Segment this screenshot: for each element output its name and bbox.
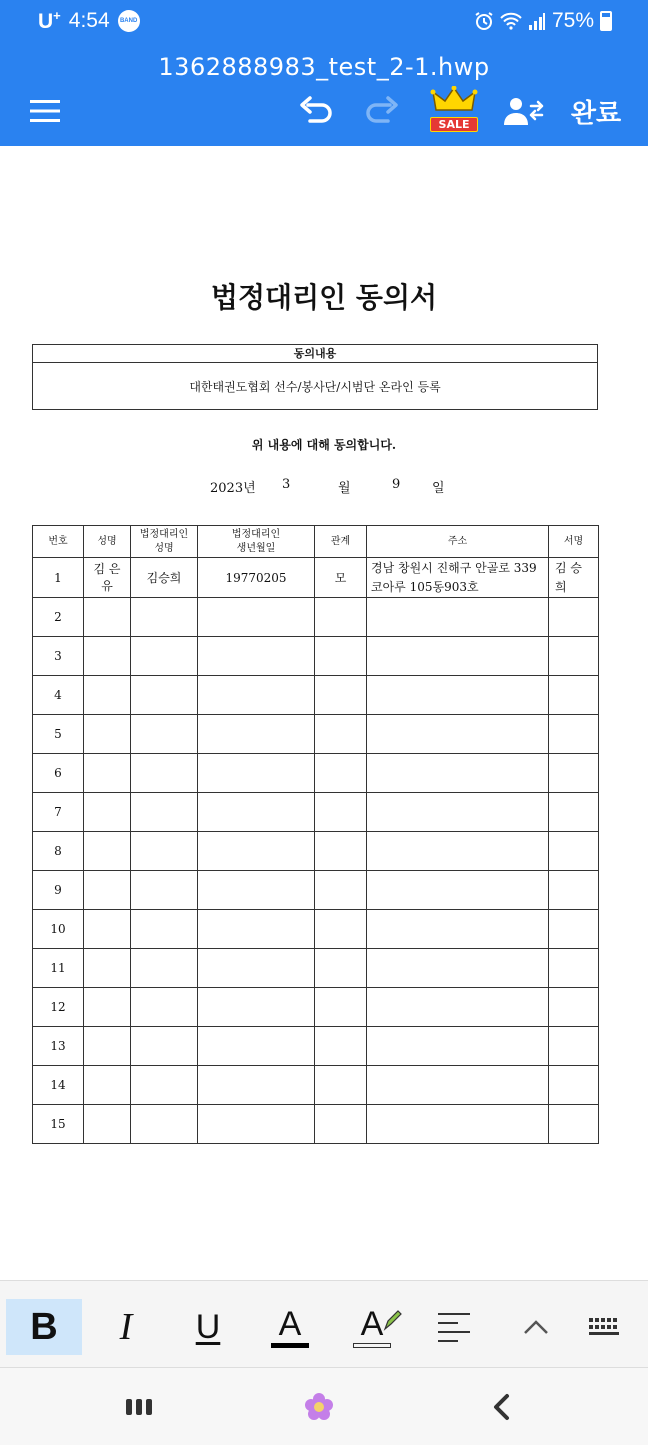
- cell-name[interactable]: [84, 793, 131, 832]
- home-button[interactable]: [294, 1382, 344, 1432]
- cell-name[interactable]: [84, 715, 131, 754]
- cell-guardian-birth[interactable]: [198, 949, 315, 988]
- cell-address[interactable]: [367, 754, 549, 793]
- cell-name[interactable]: [84, 1105, 131, 1144]
- status-bar: [0, 0, 648, 42]
- cell-guardian-name[interactable]: [131, 910, 198, 949]
- cell-guardian-name[interactable]: [131, 871, 198, 910]
- cell-guardian-birth[interactable]: [198, 598, 315, 637]
- date-line: [210, 477, 445, 496]
- cell-number[interactable]: 14: [33, 1066, 84, 1105]
- table-row: [33, 598, 599, 637]
- cell-signature[interactable]: [549, 1066, 599, 1105]
- cell-guardian-name[interactable]: [131, 1066, 198, 1105]
- table-row: [33, 715, 599, 754]
- table-header-row: [33, 526, 599, 558]
- cell-guardian-name[interactable]: [131, 949, 198, 988]
- cell-guardian-birth[interactable]: [198, 871, 315, 910]
- redo-button[interactable]: [360, 86, 404, 136]
- back-button[interactable]: [476, 1382, 526, 1432]
- format-toolbar: [0, 1280, 648, 1368]
- table-row: [33, 988, 599, 1027]
- cell-name[interactable]: [84, 676, 131, 715]
- table-row: [33, 1105, 599, 1144]
- align-left-icon: [437, 1311, 471, 1343]
- cell-name[interactable]: [84, 832, 131, 871]
- collapse-toolbar-button[interactable]: [498, 1299, 574, 1355]
- table-body: [33, 558, 599, 1144]
- cell-address[interactable]: [367, 949, 549, 988]
- cell-relation[interactable]: [315, 793, 367, 832]
- wifi-icon: [500, 11, 522, 31]
- cell-guardian-birth[interactable]: [198, 793, 315, 832]
- app-bar: [0, 42, 648, 146]
- recent-apps-icon: [125, 1397, 153, 1417]
- cell-signature[interactable]: [549, 949, 599, 988]
- cell-guardian-birth[interactable]: [198, 1027, 315, 1066]
- keyboard-button[interactable]: [566, 1299, 642, 1355]
- cell-guardian-birth[interactable]: [198, 988, 315, 1027]
- cell-signature[interactable]: [549, 715, 599, 754]
- table-row: [33, 637, 599, 676]
- redo-icon: [364, 95, 400, 127]
- keyboard-icon: [588, 1316, 620, 1338]
- highlight-button[interactable]: [334, 1299, 410, 1355]
- done-button[interactable]: 완료: [570, 98, 622, 129]
- cell-address[interactable]: [367, 676, 549, 715]
- cell-number[interactable]: 12: [33, 988, 84, 1027]
- consent-body: 대한태권도협회 선수/봉사단/시범단 온라인 등록: [189, 379, 441, 394]
- cell-signature[interactable]: 김 승 희: [549, 558, 599, 598]
- cell-name[interactable]: [84, 988, 131, 1027]
- cell-guardian-birth[interactable]: [198, 676, 315, 715]
- cell-address[interactable]: [367, 598, 549, 637]
- col-relation-header: 관계: [315, 526, 367, 558]
- cell-number[interactable]: 7: [33, 793, 84, 832]
- recent-apps-button[interactable]: [114, 1382, 164, 1432]
- cell-number[interactable]: 6: [33, 754, 84, 793]
- cell-guardian-name[interactable]: [131, 1027, 198, 1066]
- table-row: [33, 832, 599, 871]
- cell-name[interactable]: 김 은 유: [84, 558, 131, 598]
- system-nav-bar: [0, 1368, 648, 1445]
- cell-relation[interactable]: [315, 832, 367, 871]
- menu-button[interactable]: [26, 86, 64, 136]
- cell-name[interactable]: [84, 637, 131, 676]
- undo-button[interactable]: [294, 86, 338, 136]
- cell-address[interactable]: [367, 1105, 549, 1144]
- status-left: [38, 8, 140, 34]
- cell-relation[interactable]: [315, 910, 367, 949]
- cell-relation[interactable]: [315, 988, 367, 1027]
- cell-address[interactable]: [367, 988, 549, 1027]
- cell-number[interactable]: 5: [33, 715, 84, 754]
- consent-box: [32, 344, 598, 410]
- col-address-header: 주소: [367, 526, 549, 558]
- cell-address[interactable]: [367, 1027, 549, 1066]
- table-row: [33, 754, 599, 793]
- cell-guardian-name[interactable]: [131, 676, 198, 715]
- cell-relation[interactable]: [315, 949, 367, 988]
- cell-name[interactable]: [84, 910, 131, 949]
- cell-signature[interactable]: [549, 910, 599, 949]
- carrier-label: U+: [38, 8, 61, 33]
- cell-number[interactable]: 9: [33, 871, 84, 910]
- cell-guardian-birth[interactable]: [198, 832, 315, 871]
- cell-name[interactable]: [84, 1027, 131, 1066]
- cell-address[interactable]: 경남 창원시 진해구 안골로 339 코아루 105동903호: [367, 558, 549, 598]
- cell-guardian-name[interactable]: [131, 832, 198, 871]
- cell-signature[interactable]: [549, 676, 599, 715]
- cell-number[interactable]: 13: [33, 1027, 84, 1066]
- cell-guardian-birth[interactable]: [198, 1105, 315, 1144]
- cell-number[interactable]: 3: [33, 637, 84, 676]
- cell-relation[interactable]: [315, 754, 367, 793]
- menu-icon: [30, 99, 60, 123]
- font-color-button[interactable]: [252, 1299, 328, 1355]
- cell-guardian-birth[interactable]: [198, 1066, 315, 1105]
- cell-address[interactable]: [367, 793, 549, 832]
- cell-signature[interactable]: [549, 1027, 599, 1066]
- battery-icon: [600, 11, 612, 31]
- date-month: 3: [282, 477, 291, 492]
- cell-guardian-name[interactable]: [131, 715, 198, 754]
- document-canvas[interactable]: [0, 146, 648, 1280]
- cell-guardian-name[interactable]: [131, 988, 198, 1027]
- battery-percent: 75%: [551, 9, 594, 32]
- col-signature-header: 서명: [549, 526, 599, 558]
- date-day-label: 일: [432, 481, 445, 496]
- font-color-swatch: [271, 1343, 309, 1348]
- cell-relation[interactable]: [315, 598, 367, 637]
- cell-guardian-name[interactable]: 김승희: [131, 558, 198, 598]
- cell-relation[interactable]: [315, 637, 367, 676]
- cell-signature[interactable]: [549, 1105, 599, 1144]
- bold-button[interactable]: B: [6, 1299, 82, 1355]
- top-toolbar: [0, 86, 648, 136]
- document-title: 1362888983_test_2-1.hwp: [158, 53, 490, 81]
- status-time: 4:54: [68, 9, 110, 32]
- sale-tag: SALE: [430, 117, 478, 132]
- cell-guardian-name[interactable]: [131, 754, 198, 793]
- cell-name[interactable]: [84, 1066, 131, 1105]
- date-year: 2023년: [210, 481, 256, 496]
- cell-number[interactable]: 2: [33, 598, 84, 637]
- col-guardian-birth-header: 법정대리인 생년월일: [198, 526, 315, 558]
- cell-name[interactable]: [84, 754, 131, 793]
- underline-button[interactable]: U: [195, 1307, 221, 1346]
- highlight-swatch: [353, 1343, 391, 1348]
- cell-relation[interactable]: 모: [315, 558, 367, 598]
- cell-guardian-birth[interactable]: [198, 637, 315, 676]
- col-guardian-name-header: 법정대리인 성명: [131, 526, 198, 558]
- cell-name[interactable]: [84, 598, 131, 637]
- cell-address[interactable]: [367, 1066, 549, 1105]
- cell-signature[interactable]: [549, 793, 599, 832]
- undo-icon: [298, 95, 334, 127]
- table-row: [33, 558, 599, 598]
- col-number-header: 번호: [33, 526, 84, 558]
- cell-signature[interactable]: [549, 637, 599, 676]
- cell-address[interactable]: [367, 637, 549, 676]
- cell-guardian-name[interactable]: [131, 598, 198, 637]
- document-heading: 법정대리인 동의서: [210, 281, 438, 314]
- date-day: 9: [392, 477, 401, 492]
- col-name-header: 성명: [84, 526, 131, 558]
- cell-guardian-birth[interactable]: [198, 754, 315, 793]
- share-button[interactable]: [502, 86, 546, 136]
- cell-address[interactable]: [367, 832, 549, 871]
- cell-signature[interactable]: [549, 871, 599, 910]
- cell-number[interactable]: 8: [33, 832, 84, 871]
- signal-icon: [528, 11, 546, 31]
- cell-number[interactable]: 10: [33, 910, 84, 949]
- cell-address[interactable]: [367, 715, 549, 754]
- cell-number[interactable]: 15: [33, 1105, 84, 1144]
- highlight-letter: A: [360, 1304, 384, 1343]
- cell-signature[interactable]: [549, 754, 599, 793]
- home-flower-icon: [304, 1392, 334, 1422]
- table-row: [33, 1066, 599, 1105]
- cell-relation[interactable]: [315, 1027, 367, 1066]
- cell-guardian-name[interactable]: [131, 637, 198, 676]
- italic-button[interactable]: I: [119, 1306, 133, 1348]
- cell-signature[interactable]: [549, 598, 599, 637]
- status-right: [474, 9, 612, 33]
- consent-header: 동의내용: [33, 345, 597, 363]
- back-icon: [491, 1393, 511, 1421]
- sale-button[interactable]: [426, 86, 482, 136]
- cell-guardian-birth[interactable]: 19770205: [198, 558, 315, 598]
- table-row: [33, 793, 599, 832]
- table-row: [33, 949, 599, 988]
- crown-sale-icon: [430, 86, 478, 120]
- cell-relation[interactable]: [315, 1066, 367, 1105]
- font-color-letter: A: [278, 1304, 302, 1343]
- cell-address[interactable]: [367, 910, 549, 949]
- cell-signature[interactable]: [549, 988, 599, 1027]
- cell-number[interactable]: 1: [33, 558, 84, 598]
- cell-number[interactable]: 11: [33, 949, 84, 988]
- table-row: [33, 676, 599, 715]
- cell-guardian-name[interactable]: [131, 793, 198, 832]
- highlighter-pen-icon: [381, 1309, 403, 1333]
- date-month-label: 월: [338, 481, 351, 496]
- cell-name[interactable]: [84, 949, 131, 988]
- alarm-icon: [474, 11, 494, 31]
- table-row: [33, 910, 599, 949]
- cell-relation[interactable]: [315, 1105, 367, 1144]
- cell-guardian-birth[interactable]: [198, 715, 315, 754]
- cell-relation[interactable]: [315, 715, 367, 754]
- signature-table: [32, 525, 599, 1144]
- cell-guardian-birth[interactable]: [198, 910, 315, 949]
- cell-relation[interactable]: [315, 871, 367, 910]
- cell-number[interactable]: 4: [33, 676, 84, 715]
- cell-address[interactable]: [367, 871, 549, 910]
- table-row: [33, 1027, 599, 1066]
- align-button[interactable]: [416, 1299, 492, 1355]
- table-row: [33, 871, 599, 910]
- cell-name[interactable]: [84, 871, 131, 910]
- agree-statement: 위 내용에 대해 동의합니다.: [251, 438, 397, 452]
- cell-signature[interactable]: [549, 832, 599, 871]
- share-user-icon: [504, 95, 544, 127]
- cell-guardian-name[interactable]: [131, 1105, 198, 1144]
- cell-relation[interactable]: [315, 676, 367, 715]
- band-notification-icon: BAND: [118, 10, 140, 32]
- chevron-up-icon: [523, 1319, 549, 1335]
